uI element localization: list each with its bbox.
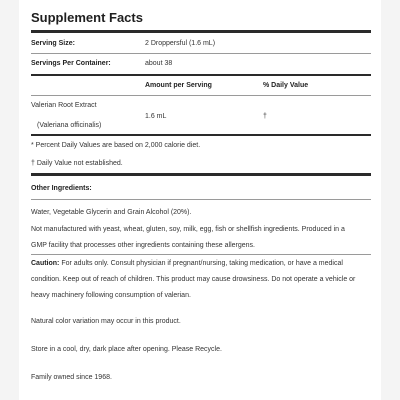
amount-column-header: Amount per Serving (145, 82, 212, 89)
allergen-statement: Not manufactured with yeast, wheat, gluten, soy, milk, egg, fish or shellfish ingredients. Produced in a GMP facility that processes other ingredients containing these allergens. (31, 226, 345, 249)
panel-title: Supplement Facts (31, 10, 143, 25)
caution-paragraph (31, 256, 361, 304)
caution-label: Caution: (31, 260, 60, 267)
ingredient-name: Valerian Root Extract (31, 102, 97, 109)
daily-value-column-header: % Daily Value (263, 82, 309, 89)
footnote-percent: * Percent Daily Values are based on 2,000 calorie diet. (31, 142, 201, 149)
other-ingredients-label: Other Ingredients: (31, 185, 92, 192)
color-variation-note: Natural color variation may occur in this product. (31, 318, 181, 325)
family-owned-note: Family owned since 1968. (31, 374, 112, 381)
other-ingredients-text: Water, Vegetable Glycerin and Grain Alcohol (20%). (31, 209, 192, 216)
divider (31, 199, 371, 200)
storage-note: Store in a cool, dry, dark place after opening. Please Recycle. (31, 346, 222, 353)
servings-per-container-label: Servings Per Container: (31, 60, 111, 67)
serving-size-value: 2 Droppersful (1.6 mL) (145, 40, 216, 47)
section-rule (31, 173, 371, 176)
ingredient-daily-value: † (263, 113, 267, 120)
footnote-dagger: † Daily Value not established. (31, 160, 123, 167)
caution-text: For adults only. Consult physician if pregnant/nursing, taking medication, or have a medical condition. Keep out of reach of children. This product may cause drowsiness. Do not operate a vehicle or heavy machinery following consumption of valerian. (31, 260, 356, 299)
divider (31, 53, 371, 54)
servings-per-container-value: about 38 (145, 60, 173, 67)
divider (31, 95, 371, 96)
ingredient-latin-name: (Valeriana officinalis) (37, 122, 102, 129)
header-rule (31, 74, 371, 76)
footnote-rule (31, 134, 371, 136)
ingredient-amount: 1.6 mL (145, 113, 167, 120)
divider (31, 254, 371, 255)
serving-size-label: Serving Size: (31, 40, 75, 47)
title-rule (31, 30, 371, 33)
supplement-facts-panel (19, 0, 381, 400)
